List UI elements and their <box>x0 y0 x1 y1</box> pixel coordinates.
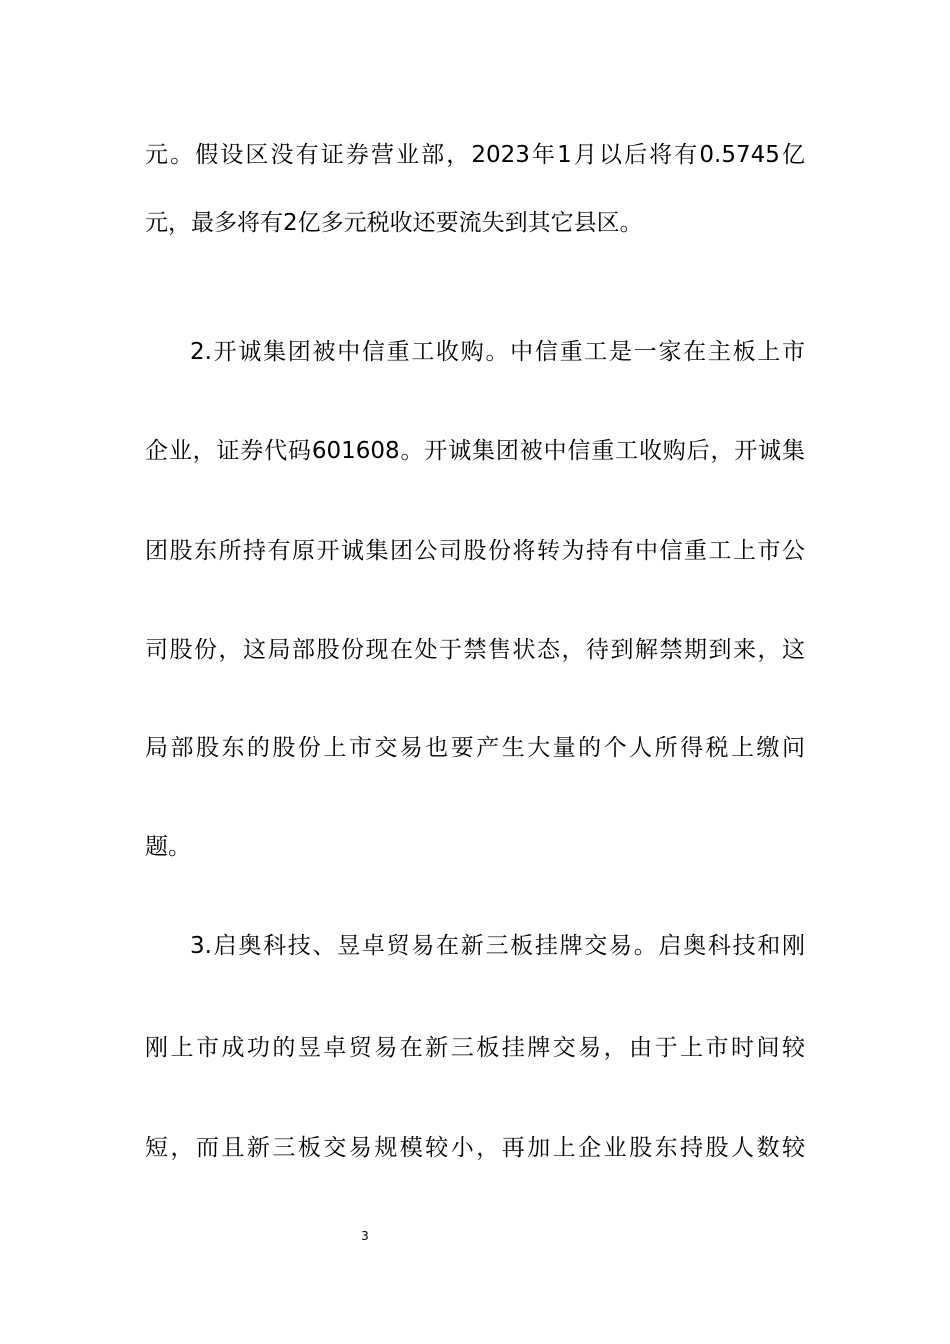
text-line: 2.开诚集团被中信重工收购。中信重工是一家在主板上市 <box>190 339 805 365</box>
text-line: 短，而且新三板交易规模较小，再加上企业股东持股人数较 <box>145 1135 805 1161</box>
text-line: 题。 <box>145 834 191 860</box>
text-line: 刚上市成功的昱卓贸易在新三板挂牌交易，由于上市时间较 <box>145 1035 805 1061</box>
text-line: 元，最多将有2亿多元税收还要流失到其它县区。 <box>145 210 643 236</box>
text-line: 局部股东的股份上市交易也要产生大量的个人所得税上缴问 <box>145 735 805 761</box>
text-line: 团股东所持有原开诚集团公司股份将转为持有中信重工上市公 <box>145 538 805 564</box>
text-line: 元。假设区没有证券营业部，2023年1月以后将有0.5745亿 <box>145 142 805 168</box>
text-line: 3.启奥科技、昱卓贸易在新三板挂牌交易。启奥科技和刚 <box>190 933 805 959</box>
text-line: 企业，证券代码601608。开诚集团被中信重工收购后，开诚集 <box>145 438 805 464</box>
page-number: 3 <box>361 1229 369 1243</box>
text-line: 司股份，这局部股份现在处于禁售状态，待到解禁期到来，这 <box>145 637 805 663</box>
